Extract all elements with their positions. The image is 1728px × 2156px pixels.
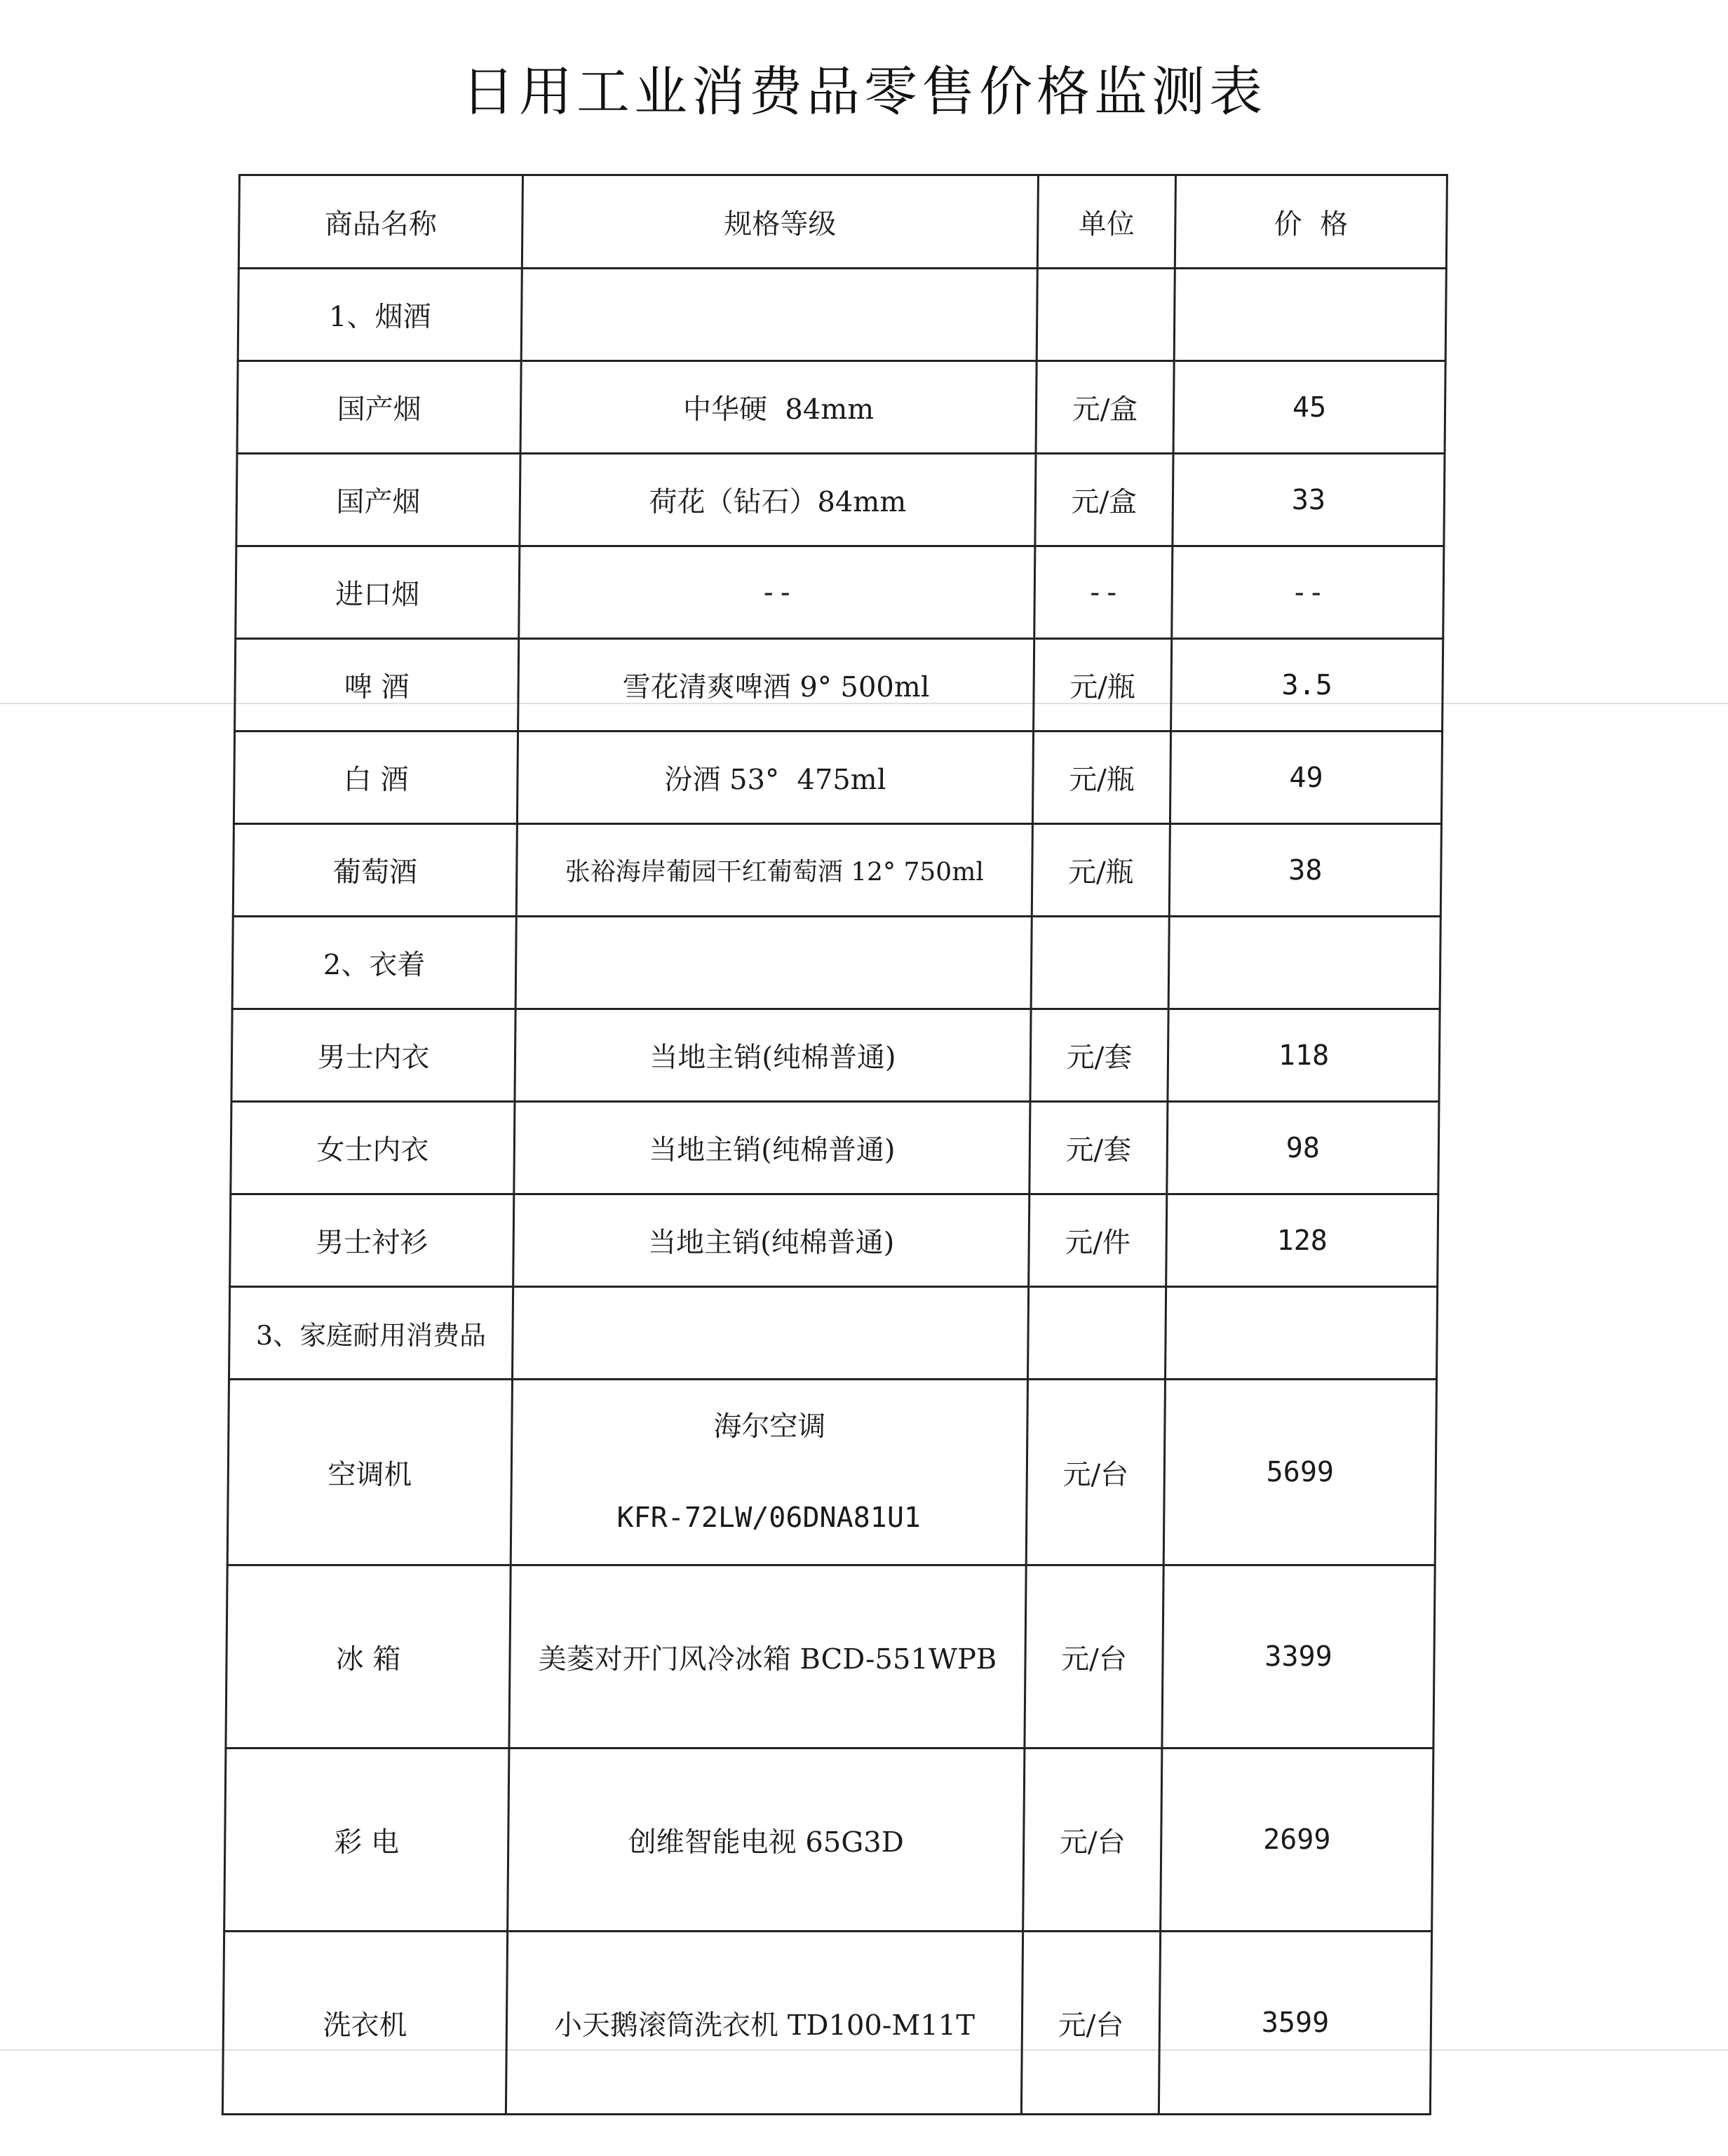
cell-price: 3399 — [1162, 1565, 1435, 1749]
cell-unit: 元/瓶 — [1032, 824, 1170, 917]
cell-name: 葡萄酒 — [233, 824, 517, 917]
table-row — [231, 1102, 1439, 1194]
table-header-row — [238, 175, 1447, 269]
table-row-category — [238, 269, 1446, 361]
price-monitoring-table — [222, 174, 1448, 2115]
cell-unit: 元/台 — [1021, 1932, 1160, 2115]
header-spec: 规格等级 — [522, 175, 1038, 269]
cell-price: 118 — [1168, 1009, 1440, 1102]
cell-spec: -- — [519, 546, 1035, 639]
page-title: 日用工业消费品零售价格监测表 — [461, 60, 1267, 123]
table-row — [235, 639, 1443, 732]
cell-unit: 元/台 — [1023, 1749, 1162, 1932]
cell-spec — [511, 1380, 1027, 1565]
cell-name: 国产烟 — [237, 361, 521, 454]
table-row — [222, 1932, 1431, 2115]
cell-name: 洗衣机 — [222, 1932, 507, 2115]
cell-name: 3、家庭耐用消费品 — [229, 1287, 513, 1380]
cell-unit — [1028, 1287, 1166, 1380]
cell-price — [1174, 269, 1446, 361]
table-row-category — [232, 917, 1440, 1009]
cell-spec: 中华硬 84mm — [520, 361, 1037, 454]
cell-price — [1168, 917, 1440, 1009]
cell-spec — [515, 917, 1032, 1009]
cell-price: 33 — [1173, 454, 1445, 546]
cell-spec — [513, 1287, 1029, 1380]
cell-price: 5699 — [1163, 1380, 1436, 1565]
cell-unit: 元/瓶 — [1032, 732, 1170, 824]
cell-spec: 美菱对开门风冷冰箱 BCD-551WPB — [509, 1565, 1026, 1749]
cell-price: 2699 — [1161, 1749, 1433, 1932]
cell-price: 3.5 — [1171, 639, 1443, 732]
cell-unit: 元/台 — [1026, 1380, 1165, 1565]
cell-spec — [521, 269, 1037, 361]
table-row — [236, 454, 1445, 546]
cell-spec: 小天鹅滚筒洗衣机 TD100-M11T — [506, 1932, 1022, 2115]
table-row — [227, 1380, 1436, 1565]
cell-unit: 元/瓶 — [1034, 639, 1172, 732]
cell-spec: 汾酒 53° 475ml — [517, 732, 1033, 824]
header-price: 价 格 — [1175, 175, 1447, 269]
cell-name: 国产烟 — [236, 454, 520, 546]
cell-name: 女士内衣 — [231, 1102, 515, 1194]
cell-unit: 元/台 — [1025, 1565, 1163, 1749]
table-row — [226, 1565, 1435, 1749]
cell-name: 2、衣着 — [232, 917, 516, 1009]
cell-price: -- — [1172, 546, 1444, 639]
table-row-category — [229, 1287, 1438, 1380]
cell-price: 49 — [1170, 732, 1442, 824]
cell-name: 男士衬衫 — [230, 1194, 514, 1287]
spec-line-brand: 海尔空调 — [713, 1410, 826, 1443]
cell-name: 冰 箱 — [226, 1565, 511, 1749]
header-name: 商品名称 — [238, 175, 522, 269]
table-row — [224, 1749, 1433, 1932]
cell-spec: 当地主销(纯棉普通) — [514, 1102, 1030, 1194]
cell-name: 彩 电 — [224, 1749, 509, 1932]
cell-price: 98 — [1167, 1102, 1439, 1194]
cell-price: 128 — [1166, 1194, 1438, 1287]
cell-unit: 元/套 — [1030, 1009, 1168, 1102]
spec-line-model: KFR-72LW/06DNA81U1 — [616, 1502, 922, 1534]
cell-unit: 元/盒 — [1035, 454, 1173, 546]
cell-name: 男士内衣 — [231, 1009, 515, 1102]
table-row — [237, 361, 1445, 454]
table-row — [234, 732, 1442, 824]
cell-unit — [1031, 917, 1169, 1009]
cell-unit: 元/件 — [1029, 1194, 1167, 1287]
cell-name: 啤 酒 — [235, 639, 519, 732]
cell-unit: 元/套 — [1030, 1102, 1168, 1194]
table-row — [233, 824, 1441, 917]
cell-unit: 元/盒 — [1036, 361, 1174, 454]
table-row — [231, 1009, 1440, 1102]
cell-price: 3599 — [1159, 1932, 1431, 2115]
cell-name: 白 酒 — [234, 732, 518, 824]
cell-unit — [1037, 269, 1175, 361]
cell-spec: 当地主销(纯棉普通) — [515, 1009, 1031, 1102]
cell-spec: 创维智能电视 65G3D — [508, 1749, 1025, 1932]
cell-spec: 荷花（钻石）84mm — [520, 454, 1036, 546]
cell-name: 进口烟 — [236, 546, 520, 639]
cell-spec: 雪花清爽啤酒 9° 500ml — [518, 639, 1034, 732]
table-row — [236, 546, 1444, 639]
cell-unit: -- — [1034, 546, 1173, 639]
cell-spec: 张裕海岸葡园干红葡萄酒 12° 750ml — [516, 824, 1032, 917]
cell-price: 45 — [1173, 361, 1445, 454]
cell-price — [1166, 1287, 1438, 1380]
cell-spec: 当地主销(纯棉普通) — [513, 1194, 1030, 1287]
cell-name: 空调机 — [227, 1380, 512, 1565]
cell-price: 38 — [1169, 824, 1441, 917]
header-unit: 单位 — [1037, 175, 1175, 269]
cell-name: 1、烟酒 — [238, 269, 522, 361]
table-row — [230, 1194, 1438, 1287]
